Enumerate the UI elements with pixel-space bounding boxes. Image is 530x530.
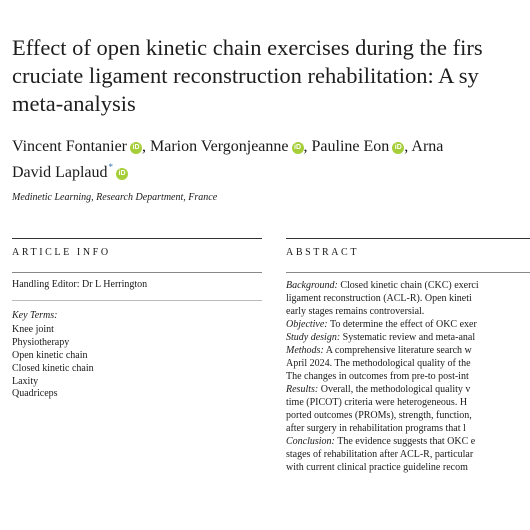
abstract-line	[286, 422, 466, 435]
abstract-text: The evidence suggests that OKC e	[334, 436, 476, 447]
abstract-subrule	[286, 272, 530, 273]
author-name[interactable]: Marion Vergonjeanne	[150, 138, 289, 155]
abstract-line	[286, 344, 472, 357]
abstract-line	[286, 279, 479, 292]
title-line-3: meta-analysis	[12, 91, 136, 116]
abstract-text: after surgery in rehabilitation programs that l	[286, 423, 466, 434]
abstract-line	[286, 448, 473, 461]
abstract-line	[286, 357, 471, 370]
keyword: Physiotherapy	[12, 337, 70, 348]
abstract-rule	[286, 238, 530, 239]
abstract-text: early stages remains controversial.	[286, 306, 425, 317]
abstract-line	[286, 435, 475, 448]
author-name[interactable]: Vincent Fontanier	[12, 138, 128, 155]
abstract-text: with current clinical practice guideline recom	[286, 462, 468, 473]
handling-editor: Handling Editor: Dr L Herrington	[12, 279, 148, 290]
author-name[interactable]: David Laplaud	[12, 164, 108, 181]
article-info-rule	[12, 238, 262, 239]
abstract-text: ligament reconstruction (ACL-R). Open kineti	[286, 293, 472, 304]
keyword: Closed kinetic chain	[12, 363, 94, 374]
abstract-text: A comprehensive literature search w	[323, 345, 472, 356]
author-separator: ,	[404, 138, 409, 155]
keyword: Open kinetic chain	[12, 350, 88, 361]
keyword: Quadriceps	[12, 388, 58, 399]
abstract-line	[286, 305, 424, 318]
abstract-label: Objective:	[286, 319, 328, 330]
abstract-text: stages of rehabilitation after ACL-R, particular	[286, 449, 474, 460]
abstract-line	[286, 461, 468, 474]
abstract-text: To determine the effect of OKC exer	[327, 319, 477, 330]
abstract-text: time (PICOT) criteria were heterogeneous. H	[286, 397, 468, 408]
abstract-label: Results:	[286, 384, 319, 395]
abstract-line	[286, 292, 472, 305]
abstract-line	[286, 396, 467, 409]
article-info-subrule	[12, 272, 262, 273]
handling-editor-rule	[12, 300, 262, 301]
author-separator: ,	[142, 138, 147, 155]
author-name[interactable]: Arna	[411, 138, 444, 155]
abstract-label: Conclusion:	[286, 436, 335, 447]
author-separator: ,	[303, 138, 308, 155]
abstract-line	[286, 370, 469, 383]
abstract-label: Study design:	[286, 332, 341, 343]
affiliation: Medinetic Learning, Research Department, France	[12, 192, 218, 203]
author-list-line-2	[12, 156, 128, 184]
abstract-line	[286, 331, 475, 344]
abstract-text: Closed kinetic chain (CKC) exerci	[337, 280, 479, 291]
keyword: Laxity	[12, 376, 39, 387]
orcid-icon[interactable]: iD	[392, 142, 404, 154]
corresponding-author-mark[interactable]: *	[108, 162, 114, 172]
abstract-text: ported outcomes (PROMs), strength, function,	[286, 410, 472, 421]
abstract-label: Background:	[286, 280, 338, 291]
author-list-line-1	[12, 136, 443, 158]
orcid-icon[interactable]: iD	[116, 168, 128, 180]
abstract-text: Systematic review and meta-anal	[340, 332, 476, 343]
abstract-line	[286, 383, 470, 396]
abstract-text: The changes in outcomes from pre-to post-int	[286, 371, 469, 382]
abstract-text: April 2024. The methodological quality of the	[286, 358, 471, 369]
abstract-line	[286, 318, 477, 331]
abstract-heading: ABSTRACT	[286, 247, 360, 258]
orcid-icon[interactable]: iD	[292, 142, 304, 154]
article-info-heading: ARTICLE INFO	[12, 247, 111, 258]
keywords-label: Key Terms:	[12, 310, 58, 321]
author-name[interactable]: Pauline Eon	[311, 138, 390, 155]
title-line-2: cruciate ligament reconstruction rehabilitation: A sy	[12, 63, 479, 88]
abstract-label: Methods:	[286, 345, 324, 356]
abstract-line	[286, 409, 472, 422]
abstract-text: Overall, the methodological quality v	[318, 384, 471, 395]
title-line-1: Effect of open kinetic chain exercises during the firs	[12, 35, 483, 60]
orcid-icon[interactable]: iD	[130, 142, 142, 154]
keyword: Knee joint	[12, 324, 54, 335]
